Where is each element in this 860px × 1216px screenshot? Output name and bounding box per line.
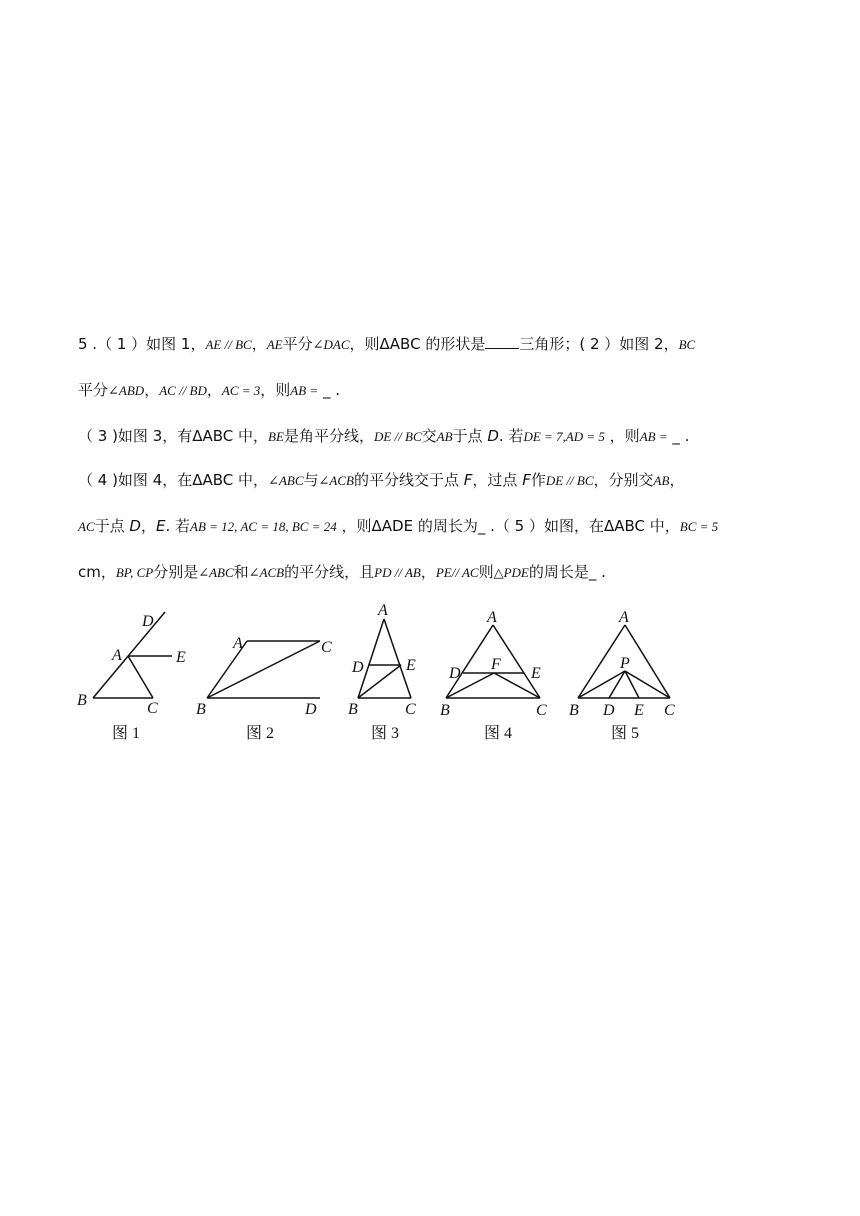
fig4-label-f: F bbox=[491, 656, 501, 673]
line3-math-4: DE = 7,AD = 5 bbox=[523, 429, 605, 444]
fig4-label-a: A bbox=[487, 609, 497, 626]
line4-math-2: ∠ACB bbox=[318, 473, 354, 488]
line4-math-3: DE // BC bbox=[545, 473, 594, 488]
fig5-label-a: A bbox=[619, 609, 629, 626]
fig5-label-b: B bbox=[569, 702, 579, 719]
fig3-label-a: A bbox=[378, 602, 388, 619]
fig5-label-e: E bbox=[634, 702, 644, 719]
line4-point-f2: F bbox=[522, 471, 531, 489]
line3-math-2: DE // BC bbox=[373, 429, 422, 444]
line6-math-4: PD // AB bbox=[374, 565, 421, 580]
line5-math-1: AC bbox=[78, 519, 95, 534]
fig3-label-e: E bbox=[406, 657, 416, 674]
line1-text-3: 平分 bbox=[282, 335, 313, 353]
problem-line-3 bbox=[78, 426, 689, 447]
line5-point-d: D bbox=[129, 517, 141, 535]
fig4-label-d: D bbox=[449, 665, 461, 682]
line2-math-3: AC = 3 bbox=[221, 383, 261, 398]
line4-text-7: ， bbox=[669, 471, 685, 489]
line3-text-3: 交 bbox=[421, 427, 437, 445]
line3-math-3: AB bbox=[436, 429, 453, 444]
line4-text-3: 的平分线交于点 bbox=[353, 471, 459, 489]
line6-text-3: 和 bbox=[233, 563, 249, 581]
line2-text-5: _ . bbox=[322, 381, 341, 399]
line2-math-1: ∠ABD bbox=[108, 383, 145, 398]
fig5-label-d: D bbox=[603, 702, 615, 719]
line6-text-1: cm， bbox=[78, 563, 116, 581]
figure-2-lines bbox=[207, 641, 320, 698]
line5-point-e: E bbox=[156, 517, 166, 535]
fig1-label-b: B bbox=[77, 692, 87, 709]
line2-text-1: 平分 bbox=[78, 381, 109, 399]
line5-math-2: AB = 12, AC = 18, BC = 24 bbox=[190, 519, 337, 534]
line5-text-2: ， bbox=[140, 517, 156, 535]
line3-text-5: . 若 bbox=[498, 427, 524, 445]
problem-line-6 bbox=[78, 562, 606, 583]
fig2-label-c: C bbox=[321, 639, 332, 656]
line2-math-2: AC // BD bbox=[159, 383, 207, 398]
line6-math-5: PE// AC bbox=[435, 565, 479, 580]
line6-text-4: 的平分线，且 bbox=[284, 563, 375, 581]
line4-math-4: AB bbox=[653, 473, 670, 488]
fig1-caption: 图 1 bbox=[112, 725, 141, 742]
line3-text-4: 于点 bbox=[452, 427, 483, 445]
line1-math-3: ∠DAC bbox=[312, 337, 350, 352]
problem-line-4 bbox=[78, 470, 684, 491]
line3-math-5: AB = bbox=[639, 429, 668, 444]
line4-text-4: ，过点 bbox=[472, 471, 518, 489]
fig1-label-e: E bbox=[176, 649, 186, 666]
fig4-label-e: E bbox=[531, 665, 541, 682]
line6-math-6: △PDE bbox=[493, 565, 529, 580]
line1-text-5: 三角形；( 2 ）如图 2， bbox=[519, 335, 679, 353]
figures bbox=[0, 600, 860, 750]
fig2-label-b: B bbox=[196, 701, 206, 718]
fig2-caption: 图 2 bbox=[246, 725, 275, 742]
line3-math-1: BE bbox=[268, 429, 284, 444]
line1-math-4: BC bbox=[678, 337, 696, 352]
fig3-label-b: B bbox=[348, 701, 358, 718]
line6-math-3: ∠ACB bbox=[248, 565, 285, 580]
fig4-label-b: B bbox=[440, 702, 450, 719]
line6-text-6: 则 bbox=[478, 563, 494, 581]
line3-text-2: 是角平分线， bbox=[283, 427, 374, 445]
line5-text-3: . 若 bbox=[165, 517, 191, 535]
line6-math-2: ∠ABC bbox=[198, 565, 234, 580]
fig1-label-a: A bbox=[112, 647, 122, 664]
line6-text-7: 的周长是 bbox=[528, 563, 589, 581]
line2-text-3: ， bbox=[206, 381, 222, 399]
problem-line-5 bbox=[78, 516, 718, 537]
fig4-caption: 图 4 bbox=[484, 725, 513, 742]
answer-blank-1[interactable] bbox=[485, 334, 519, 349]
line4-text-5: 作 bbox=[530, 471, 546, 489]
line3-text-1: （ 3 )如图 3，有ΔABC 中， bbox=[78, 427, 269, 445]
line2-math-4: AB = bbox=[290, 383, 319, 398]
line4-text-6: ，分别交 bbox=[593, 471, 654, 489]
line2-text-4: ，则 bbox=[260, 381, 291, 399]
line3-point-d: D bbox=[487, 427, 499, 445]
line5-text-4: ，则ΔADE 的周长为 bbox=[341, 517, 478, 535]
fig3-label-c: C bbox=[405, 701, 416, 718]
problem-line-1 bbox=[78, 334, 695, 355]
fig5-label-p: P bbox=[620, 655, 630, 672]
line4-math-1: ∠ABC bbox=[268, 473, 304, 488]
line3-text-6: ，则 bbox=[609, 427, 640, 445]
line6-text-8: _ . bbox=[588, 563, 606, 581]
line4-text-1: （ 4 )如图 4，在ΔABC 中， bbox=[78, 471, 269, 489]
line6-text-5: ， bbox=[420, 563, 436, 581]
line4-text-2: 与 bbox=[303, 471, 319, 489]
figure-1-lines bbox=[93, 612, 172, 698]
line5-math-3: BC = 5 bbox=[679, 519, 719, 534]
fig3-caption: 图 3 bbox=[371, 725, 400, 742]
fig5-label-c: C bbox=[664, 702, 675, 719]
line5-text-1: 于点 bbox=[94, 517, 125, 535]
line5-text-5: _ .（ 5 ）如图，在ΔABC 中， bbox=[477, 517, 680, 535]
line1-text-1: 5 .（ 1 ）如图 1， bbox=[78, 335, 206, 353]
line1-text-2: ， bbox=[251, 335, 267, 353]
line6-text-2: 分别是 bbox=[153, 563, 199, 581]
line1-math-1: AE // BC bbox=[205, 337, 252, 352]
line3-text-7: _ . bbox=[672, 427, 690, 445]
fig5-caption: 图 5 bbox=[611, 725, 640, 742]
fig1-label-c: C bbox=[147, 700, 158, 717]
fig4-label-c: C bbox=[536, 702, 547, 719]
line1-math-2: AE bbox=[266, 337, 283, 352]
line4-point-f1: F bbox=[463, 471, 473, 489]
line1-text-4: ，则ΔABC 的形状是 bbox=[349, 335, 486, 353]
fig2-label-a: A bbox=[233, 635, 243, 652]
figure-3-lines bbox=[358, 619, 411, 698]
line2-text-2: ， bbox=[144, 381, 160, 399]
fig2-label-d: D bbox=[305, 701, 317, 718]
fig1-label-d: D bbox=[142, 613, 154, 630]
line6-math-1: BP, CP bbox=[115, 565, 154, 580]
fig3-label-d: D bbox=[352, 659, 364, 676]
problem-line-2 bbox=[78, 380, 340, 401]
